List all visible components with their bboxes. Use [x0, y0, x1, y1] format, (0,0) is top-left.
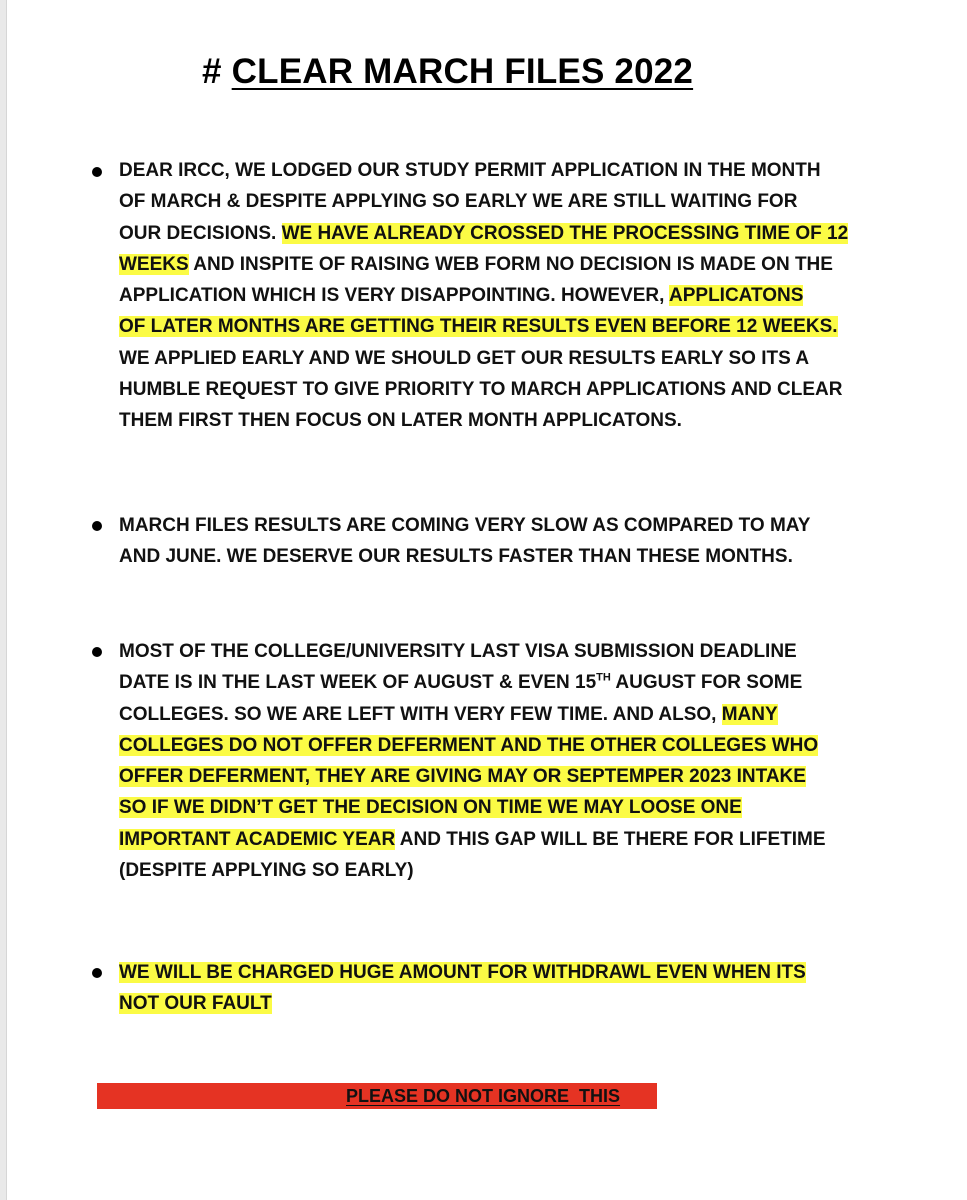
title-text: CLEAR MARCH FILES 2022 — [231, 52, 694, 91]
text-line — [119, 792, 919, 823]
warning-banner-text: PLEASE DO NOT IGNORE THIS — [346, 1086, 621, 1106]
bullet-3-paragraph — [119, 636, 919, 886]
highlighted-text: WE WILL BE CHARGED HUGE AMOUNT FOR WITHDRAWL EVEN WHEN ITS — [119, 962, 806, 983]
text-line — [119, 311, 919, 342]
text-run: AND JUNE. WE DESERVE OUR RESULTS FASTER THAN THESE MONTHS. — [119, 546, 793, 568]
text-line — [119, 636, 919, 667]
document-page — [6, 0, 967, 1200]
highlighted-text: WEEKS — [119, 253, 189, 275]
document-title — [202, 52, 693, 92]
text-run: MOST OF THE COLLEGE/UNIVERSITY LAST VISA SUBMISSION DEADLINE — [119, 641, 797, 662]
text-run: AND INSPITE OF RAISING WEB FORM NO DECISION IS MADE ON THE — [188, 253, 833, 275]
text-line — [119, 280, 919, 311]
text-line — [119, 249, 919, 280]
text-line — [119, 510, 919, 541]
bullet-2-dot — [92, 521, 102, 531]
bullet-3-dot — [92, 647, 102, 657]
text-run: COLLEGES. SO WE ARE LEFT WITH VERY FEW TIME. AND ALSO, — [119, 703, 722, 725]
highlighted-text: SO IF WE DIDN’T GET THE DECISION ON TIME WE MAY LOOSE ONE — [119, 797, 742, 819]
text-line — [119, 824, 919, 855]
highlighted-text: COLLEGES DO NOT OFFER DEFERMENT AND THE OTHER COLLEGES WHO — [119, 734, 819, 756]
text-line — [119, 855, 919, 886]
title-hash: # — [202, 52, 222, 91]
text-run: TH — [596, 671, 611, 684]
text-line — [119, 667, 919, 698]
text-run: AUGUST FOR SOME — [610, 672, 803, 694]
text-run: HUMBLE REQUEST TO GIVE PRIORITY TO MARCH APPLICATIONS AND CLEAR — [119, 379, 843, 401]
bullet-4-paragraph — [119, 957, 919, 1020]
text-run: MARCH FILES RESULTS ARE COMING VERY SLOW AS COMPARED TO MAY — [119, 515, 811, 536]
text-run: THEM FIRST THEN FOCUS ON LATER MONTH APPLICATONS. — [119, 410, 682, 432]
text-run: DEAR IRCC, WE LODGED OUR STUDY PERMIT APPLICATION IN THE MONTH — [119, 160, 821, 181]
text-line — [119, 186, 919, 217]
text-run: APPLICATION WHICH IS VERY DISAPPOINTING. HOWEVER, — [119, 285, 669, 307]
text-line — [119, 374, 919, 405]
text-line — [119, 541, 919, 572]
text-run: DATE IS IN THE LAST WEEK OF AUGUST & EVEN 15 — [119, 672, 597, 694]
bullet-2-paragraph — [119, 510, 919, 573]
text-run: AND THIS GAP WILL BE THERE FOR LIFETIME — [395, 828, 826, 850]
highlighted-text: APPLICATONS — [669, 285, 804, 307]
bullet-1-dot — [92, 167, 102, 177]
text-line — [119, 699, 919, 730]
bullet-4-dot — [92, 968, 102, 978]
highlighted-text: WE HAVE ALREADY CROSSED THE PROCESSING TIME OF 12 — [281, 222, 849, 244]
highlighted-text: NOT OUR FAULT — [119, 993, 272, 1015]
text-run: OUR DECISIONS. — [119, 222, 282, 244]
text-line — [119, 405, 919, 436]
highlighted-text: IMPORTANT ACADEMIC YEAR — [119, 828, 396, 850]
text-line — [119, 218, 919, 249]
text-line — [119, 957, 919, 988]
text-run: WE APPLIED EARLY AND WE SHOULD GET OUR RESULTS EARLY SO ITS A — [119, 347, 810, 369]
highlighted-text: OF LATER MONTHS ARE GETTING THEIR RESULTS EVEN BEFORE 12 WEEKS. — [119, 316, 838, 338]
text-line — [119, 155, 919, 186]
text-line — [119, 761, 919, 792]
highlighted-text: OFFER DEFERMENT, THEY ARE GIVING MAY OR SEPTEMPER 2023 INTAKE — [119, 766, 806, 788]
text-line — [119, 343, 919, 374]
text-line — [119, 988, 919, 1019]
text-run: (DESPITE APPLYING SO EARLY) — [119, 860, 414, 882]
text-line — [119, 730, 919, 761]
highlighted-text: MANY — [721, 703, 778, 725]
warning-banner — [97, 1083, 657, 1109]
bullet-1-paragraph — [119, 155, 919, 437]
text-run: OF MARCH & DESPITE APPLYING SO EARLY WE ARE STILL WAITING FOR — [119, 191, 798, 213]
